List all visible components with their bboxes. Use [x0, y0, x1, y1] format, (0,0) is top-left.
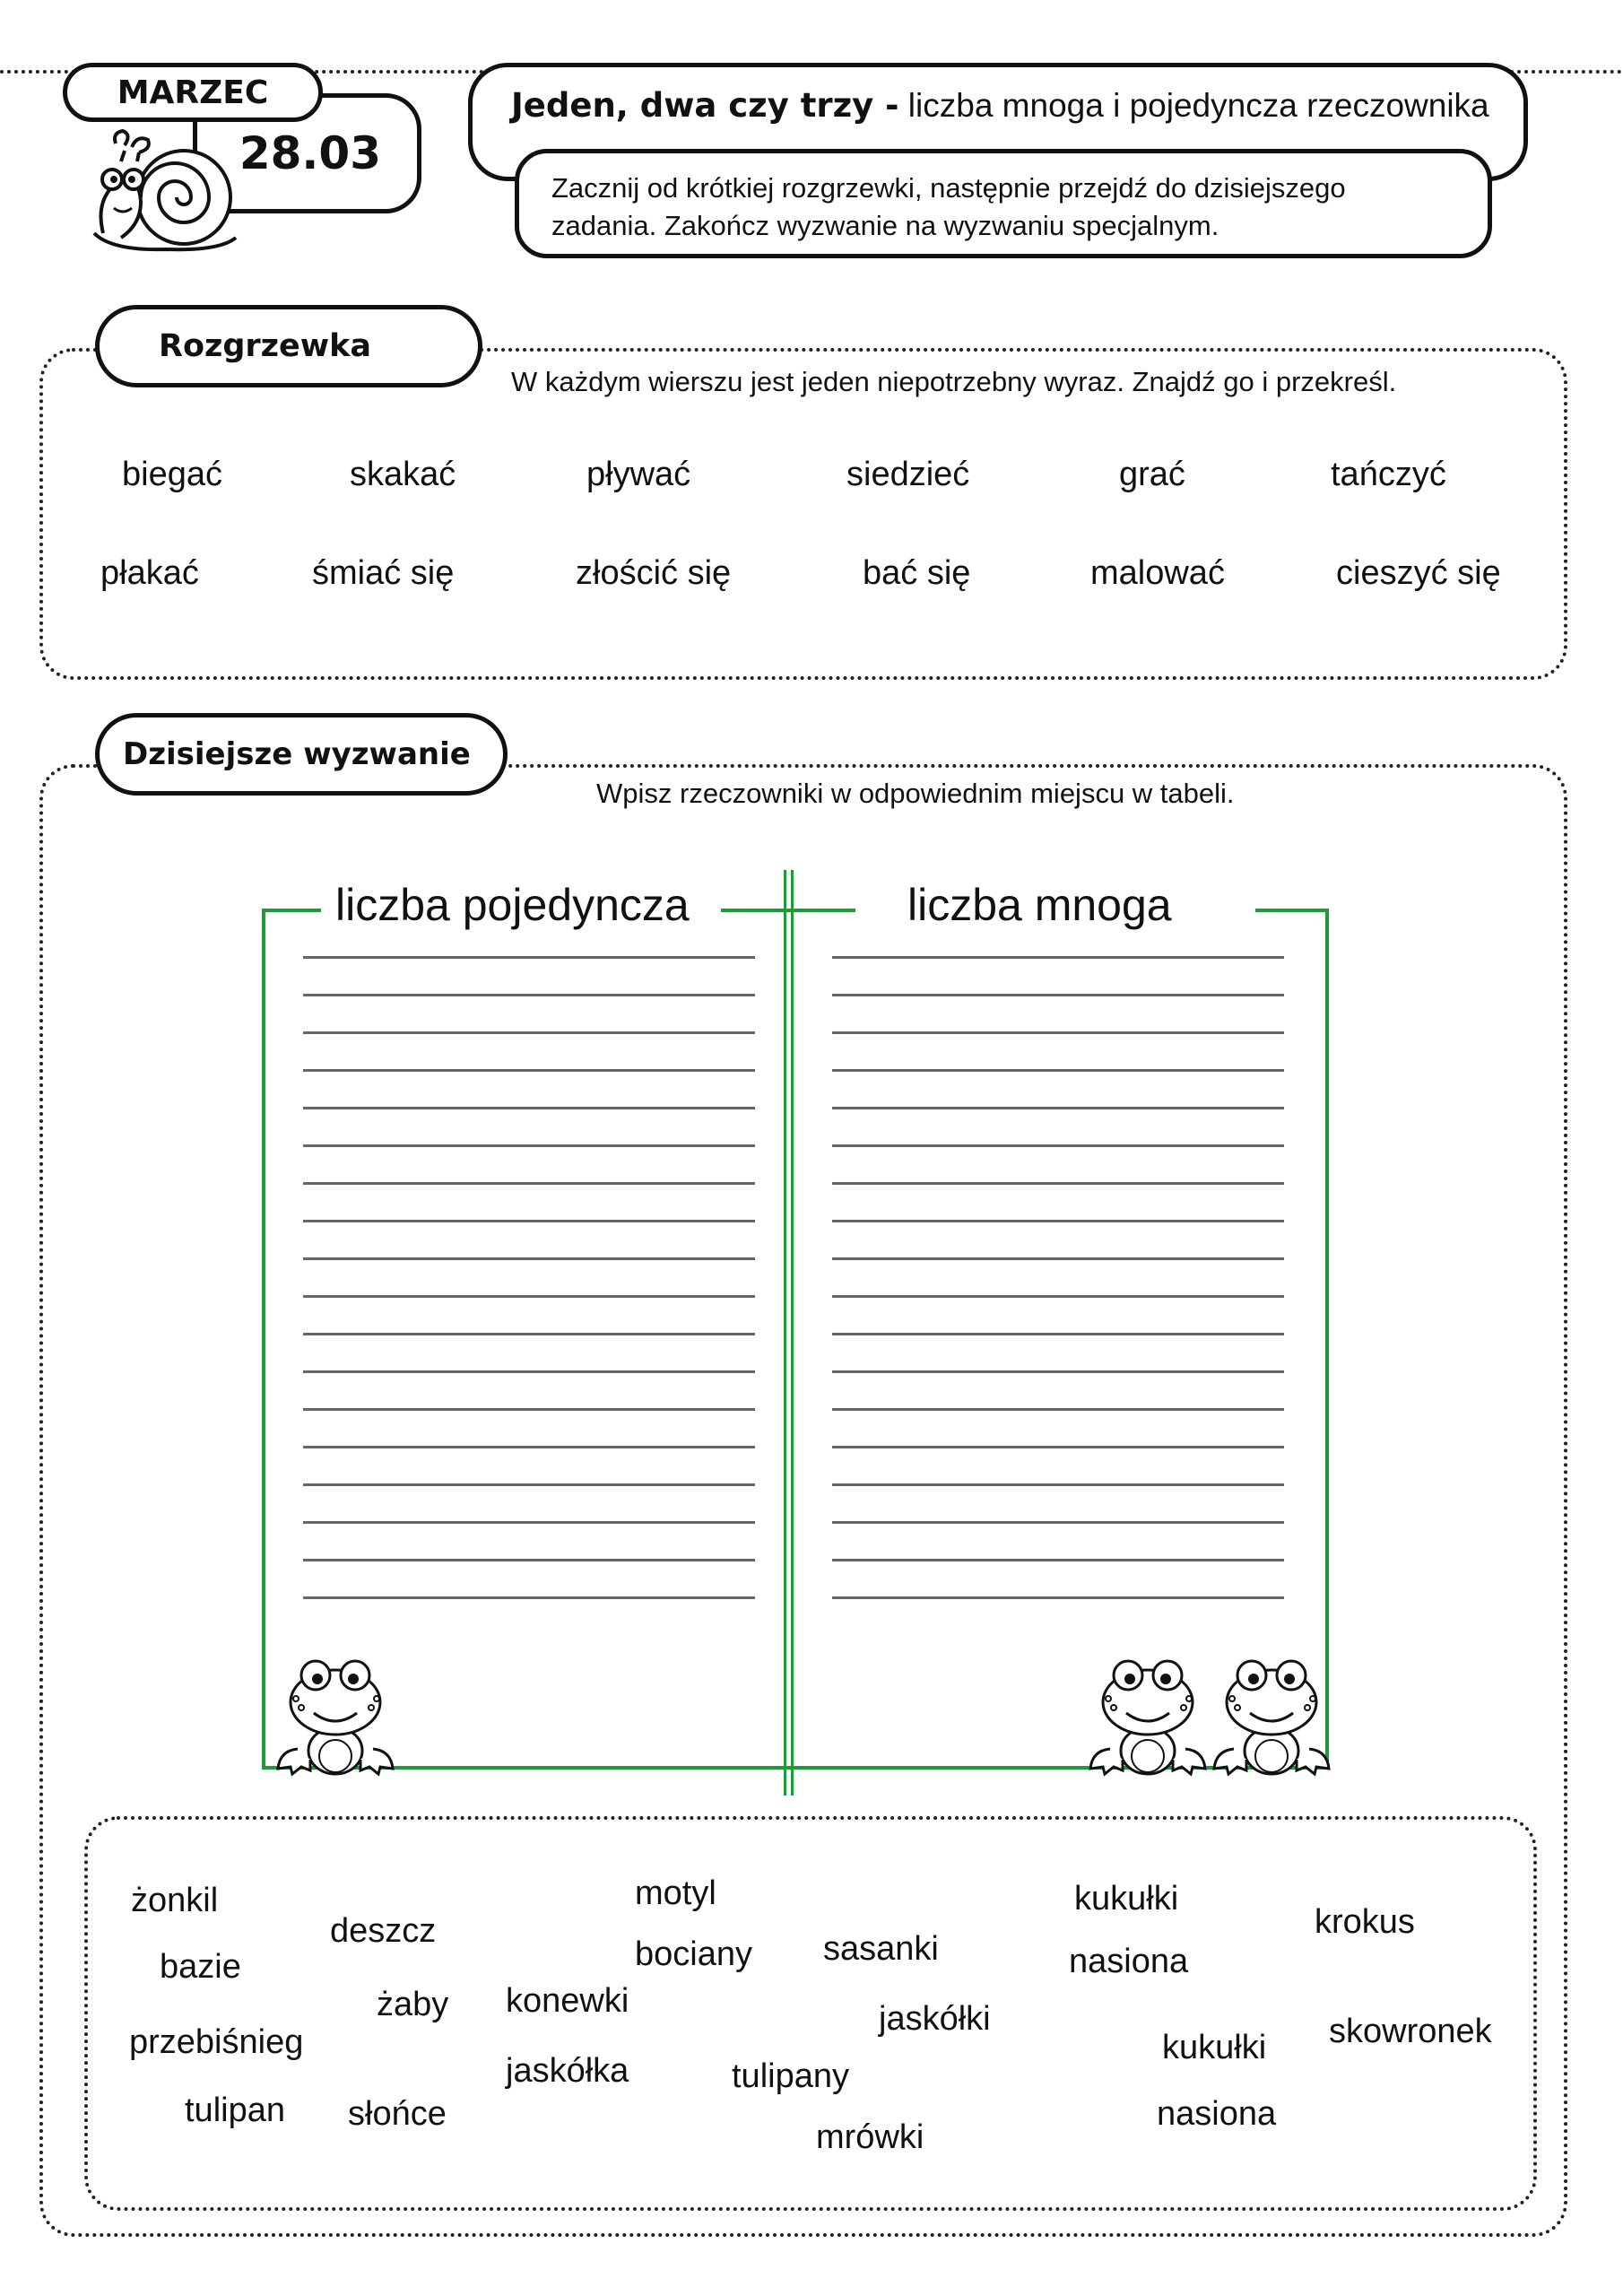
writing-line: [832, 1069, 1284, 1072]
bank-word[interactable]: jaskółka: [506, 2052, 629, 2090]
warmup-word: pływać: [586, 456, 691, 493]
writing-line: [832, 1144, 1284, 1147]
warmup-word: biegać: [122, 456, 222, 493]
bank-word[interactable]: krokus: [1315, 1903, 1415, 1941]
writing-line: [303, 1182, 755, 1185]
bank-word[interactable]: nasiona: [1069, 1943, 1189, 1980]
writing-line: [832, 1295, 1284, 1298]
bank-word[interactable]: motyl: [635, 1874, 716, 1912]
writing-line: [303, 1257, 755, 1260]
bank-word[interactable]: żaby: [377, 1986, 449, 2023]
writing-line: [303, 1144, 755, 1147]
table-right-edge: [1325, 909, 1329, 1770]
bank-word[interactable]: tulipan: [185, 2092, 285, 2129]
warmup-word: cieszyć się: [1336, 554, 1501, 592]
writing-line: [303, 1446, 755, 1448]
warmup-instruction: W każdym wierszu jest jeden niepotrzebny wyraz. Znajdź go i przekreśl.: [511, 366, 1397, 397]
col-title-plural: liczba mnoga: [893, 879, 1186, 931]
table-divider-b: [791, 870, 794, 1796]
title-bold: Jeden, dwa czy trzy -: [511, 86, 899, 125]
warmup-word: malować: [1090, 554, 1225, 592]
warmup-word: tańczyć: [1331, 456, 1446, 493]
bank-word[interactable]: tulipany: [732, 2057, 849, 2095]
writing-line: [832, 1370, 1284, 1373]
bank-word[interactable]: jaskółki: [879, 2000, 991, 2038]
warmup-word: złościć się: [576, 554, 732, 592]
writing-line: [303, 1220, 755, 1222]
warmup-word: siedzieć: [846, 456, 970, 493]
page-title: [511, 86, 1489, 125]
writing-line: [832, 1333, 1284, 1335]
writing-line: [832, 1031, 1284, 1034]
writing-line: [832, 1107, 1284, 1109]
writing-line: [303, 994, 755, 996]
writing-line: [832, 1596, 1284, 1599]
challenge-instruction: Wpisz rzeczowniki w odpowiednim miejscu w tabeli.: [596, 778, 1235, 809]
bank-word[interactable]: kukułki: [1162, 2029, 1267, 2066]
bank-word[interactable]: żonkil: [131, 1882, 219, 1919]
bank-word[interactable]: bociany: [635, 1935, 752, 1973]
writing-line: [832, 994, 1284, 996]
table-top-mid: [721, 909, 855, 912]
writing-line: [832, 1182, 1284, 1185]
writing-line: [832, 1521, 1284, 1524]
frog-icon: [1207, 1643, 1341, 1778]
writing-line: [303, 1333, 755, 1335]
warmup-word: płakać: [100, 554, 199, 592]
writing-line: [832, 1446, 1284, 1448]
bank-word[interactable]: mrówki: [816, 2118, 924, 2156]
writing-line: [832, 956, 1284, 959]
frog-icon: [271, 1643, 405, 1778]
challenge-label: Dzisiejsze wyzwanie: [95, 713, 508, 796]
month: MARZEC: [117, 74, 269, 111]
bank-word[interactable]: kukułki: [1074, 1880, 1179, 1918]
table-top-right: [1255, 909, 1329, 912]
bank-word[interactable]: nasiona: [1157, 2095, 1277, 2133]
table-divider-a: [784, 870, 786, 1796]
bank-word[interactable]: słońce: [348, 2095, 447, 2133]
bank-word[interactable]: skowronek: [1329, 2013, 1492, 2050]
writing-line: [303, 1521, 755, 1524]
writing-line: [832, 1408, 1284, 1411]
writing-lines-left[interactable]: [303, 956, 755, 1620]
bank-word[interactable]: sasanki: [823, 1930, 939, 1968]
snail-icon: [85, 126, 247, 260]
frog-icon: [1083, 1643, 1218, 1778]
writing-line: [303, 1031, 755, 1034]
word-bank: [84, 1816, 1537, 2211]
col-title-singular: liczba pojedyncza: [321, 879, 704, 931]
writing-line: [303, 1295, 755, 1298]
bank-word[interactable]: deszcz: [330, 1912, 437, 1950]
writing-line: [832, 1257, 1284, 1260]
writing-line: [303, 1559, 755, 1561]
writing-line: [303, 1408, 755, 1411]
instruction-line-2: zadania. Zakończ wyzwanie na wyzwaniu specjalnym.: [551, 210, 1219, 241]
table-top-left: [262, 909, 323, 912]
writing-line: [303, 1370, 755, 1373]
bank-word[interactable]: bazie: [160, 1948, 241, 1986]
writing-line: [303, 1596, 755, 1599]
warmup-word: śmiać się: [312, 554, 455, 592]
date: 28.03: [239, 127, 381, 179]
writing-line: [303, 956, 755, 959]
month-pill: [63, 63, 323, 122]
writing-line: [303, 1069, 755, 1072]
writing-lines-right[interactable]: [832, 956, 1284, 1620]
warmup-word: grać: [1119, 456, 1185, 493]
writing-line: [303, 1483, 755, 1486]
writing-line: [832, 1220, 1284, 1222]
table-left-edge: [262, 909, 265, 1770]
title-rest: liczba mnoga i pojedyncza rzeczownika: [898, 87, 1489, 124]
writing-line: [832, 1483, 1284, 1486]
writing-line: [303, 1107, 755, 1109]
warmup-word: bać się: [863, 554, 971, 592]
instruction-line-1: Zacznij od krótkiej rozgrzewki, następnie przejdź do dzisiejszego: [551, 172, 1346, 204]
warmup-label: Rozgrzewka: [95, 305, 482, 387]
instruction-box: [515, 149, 1492, 258]
bank-word[interactable]: konewki: [506, 1982, 629, 2020]
writing-line: [832, 1559, 1284, 1561]
warmup-word: skakać: [350, 456, 456, 493]
bank-word[interactable]: przebiśnieg: [129, 2023, 304, 2061]
